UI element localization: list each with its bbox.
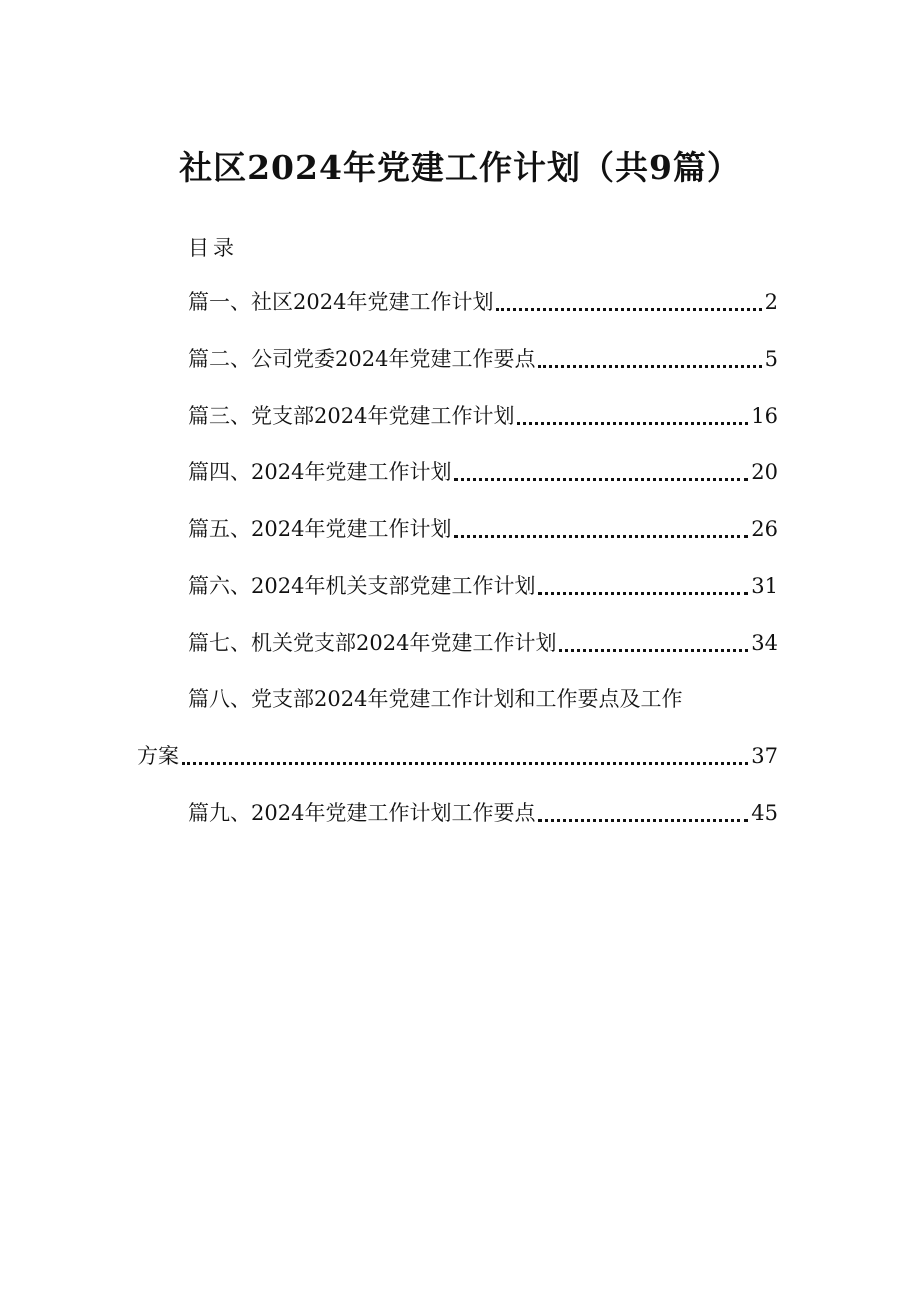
toc-entry-title: 篇一、社区2024年党建工作计划 bbox=[188, 290, 494, 314]
toc-entry-title-continued: 方案 bbox=[137, 744, 179, 768]
document-title: 社区2024年党建工作计划（共9篇） bbox=[179, 148, 741, 187]
toc-entry-4[interactable] bbox=[188, 455, 778, 489]
toc-heading: 目录 bbox=[188, 236, 238, 260]
toc-entry-title: 篇四、2024年党建工作计划 bbox=[188, 460, 452, 484]
toc-entry-8-continued[interactable] bbox=[137, 739, 778, 773]
toc-entry-5[interactable] bbox=[188, 512, 778, 546]
toc-page-number: 37 bbox=[751, 744, 778, 768]
dot-leader bbox=[182, 762, 748, 765]
dot-leader bbox=[496, 308, 761, 311]
toc-entry-6[interactable] bbox=[188, 569, 778, 603]
toc-entry-title: 篇五、2024年党建工作计划 bbox=[188, 517, 452, 541]
toc-entry-title: 篇三、党支部2024年党建工作计划 bbox=[188, 404, 515, 428]
dot-leader bbox=[454, 478, 748, 481]
toc-entry-3[interactable] bbox=[188, 399, 778, 433]
toc-page-number: 2 bbox=[764, 290, 778, 314]
dot-leader bbox=[517, 422, 748, 425]
toc-entry-7[interactable] bbox=[188, 626, 778, 660]
toc-page-number: 20 bbox=[751, 460, 778, 484]
dot-leader bbox=[538, 592, 748, 595]
toc-entry-title: 篇七、机关党支部2024年党建工作计划 bbox=[188, 631, 557, 655]
dot-leader bbox=[559, 649, 748, 652]
toc-entry-1[interactable] bbox=[188, 285, 778, 319]
dot-leader bbox=[454, 535, 748, 538]
toc-page-number: 16 bbox=[751, 404, 778, 428]
toc-entry-title: 篇六、2024年机关支部党建工作计划 bbox=[188, 574, 536, 598]
toc-page-number: 34 bbox=[751, 631, 778, 655]
toc-entry-8[interactable] bbox=[188, 682, 748, 716]
dot-leader bbox=[538, 365, 761, 368]
toc-entry-title: 篇八、党支部2024年党建工作计划和工作要点及工作 bbox=[188, 687, 683, 711]
toc-page-number: 31 bbox=[751, 574, 778, 598]
toc-entry-title: 篇二、公司党委2024年党建工作要点 bbox=[188, 347, 536, 371]
toc-entry-title: 篇九、2024年党建工作计划工作要点 bbox=[188, 801, 536, 825]
toc-entry-2[interactable] bbox=[188, 342, 778, 376]
toc-page-number: 26 bbox=[751, 517, 778, 541]
toc-entry-9[interactable] bbox=[188, 796, 778, 830]
dot-leader bbox=[538, 819, 748, 822]
toc-page-number: 5 bbox=[764, 347, 778, 371]
toc-page-number: 45 bbox=[751, 801, 778, 825]
